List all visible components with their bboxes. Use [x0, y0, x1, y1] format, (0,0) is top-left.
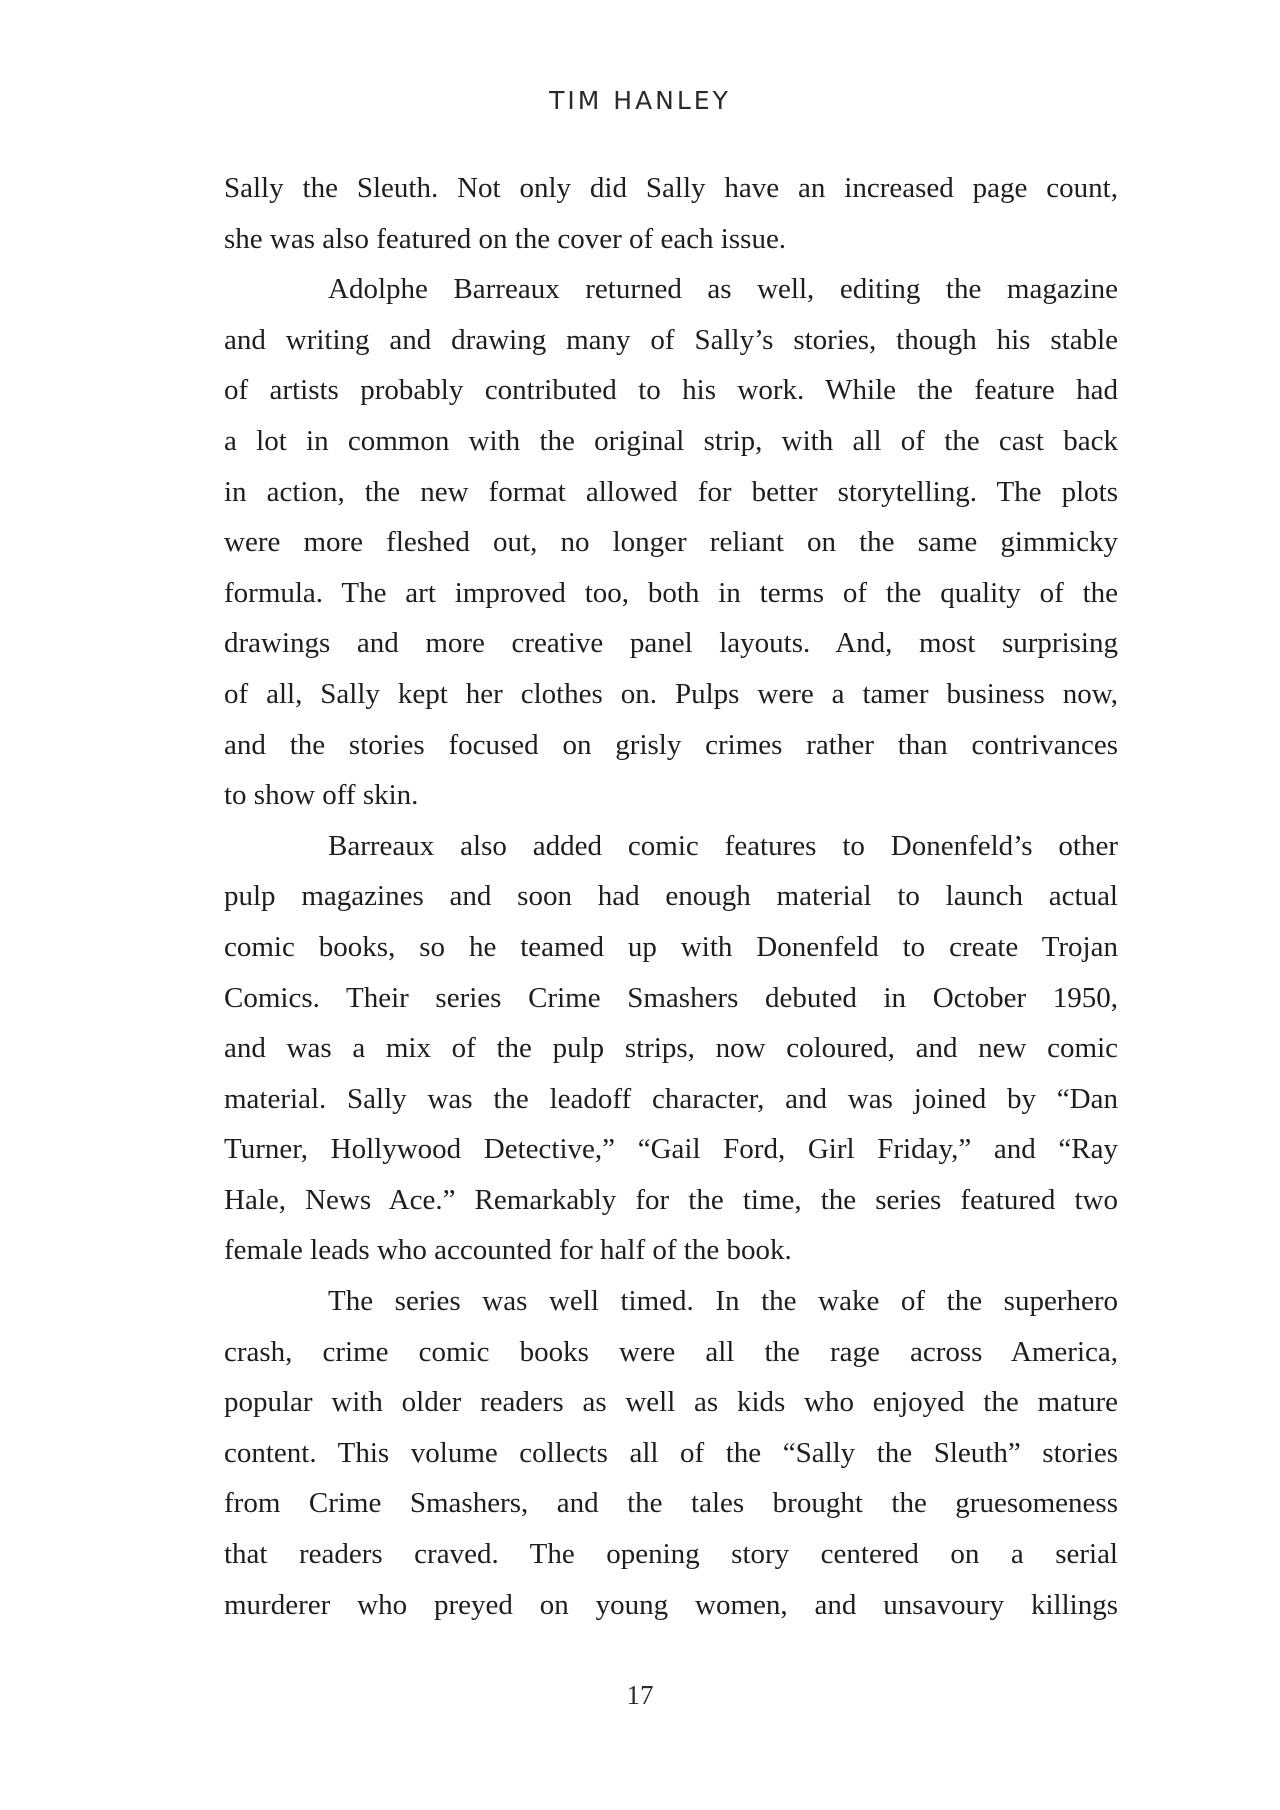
text-line: were more fleshed out, no longer reliant on the same gimmicky: [224, 526, 1118, 559]
text-line: crash, crime comic books were all the rage across America,: [224, 1335, 1118, 1368]
text-line: material. Sally was the leadoff character, and was joined by “Dan: [224, 1082, 1118, 1115]
text-line: and the stories focused on grisly crimes rather than contrivances: [224, 728, 1118, 761]
text-line: of all, Sally kept her clothes on. Pulps were a tamer business now,: [224, 677, 1118, 710]
text-line: Comics. Their series Crime Smashers debuted in October 1950,: [224, 981, 1118, 1014]
text-line: that readers craved. The opening story centered on a serial: [224, 1538, 1118, 1571]
text-line: pulp magazines and soon had enough material to launch actual: [224, 880, 1118, 913]
text-line: and writing and drawing many of Sally’s stories, though his stable: [224, 323, 1118, 356]
text-line: Turner, Hollywood Detective,” “Gail Ford, Girl Friday,” and “Ray: [224, 1133, 1118, 1166]
text-line: Hale, News Ace.” Remarkably for the time, the series featured two: [224, 1183, 1118, 1216]
paragraph-1: [224, 163, 1118, 264]
text-line: she was also featured on the cover of each issue.: [224, 222, 787, 255]
text-line: female leads who accounted for half of the book.: [224, 1234, 792, 1267]
text-line: and was a mix of the pulp strips, now coloured, and new comic: [224, 1032, 1118, 1065]
body-text: [224, 163, 1118, 1630]
paragraph-3: [224, 821, 1118, 1276]
paragraph-4: [224, 1276, 1118, 1630]
page-number: 17: [626, 1680, 654, 1710]
text-line: drawings and more creative panel layouts. And, most surprising: [224, 627, 1118, 660]
text-line: comic books, so he teamed up with Donenfeld to create Trojan: [224, 930, 1118, 963]
text-line: popular with older readers as well as kids who enjoyed the mature: [224, 1386, 1118, 1419]
text-line: in action, the new format allowed for better storytelling. The plots: [224, 475, 1118, 508]
text-line: murderer who preyed on young women, and unsavoury killings: [224, 1588, 1118, 1621]
text-line: content. This volume collects all of the “Sally the Sleuth” stories: [224, 1436, 1118, 1469]
text-line: Adolphe Barreaux returned as well, editing the magazine: [328, 273, 1118, 306]
text-line: Sally the Sleuth. Not only did Sally have an increased page count,: [224, 172, 1118, 204]
text-line: a lot in common with the original strip, with all of the cast back: [224, 424, 1118, 457]
text-line: The series was well timed. In the wake of the superhero: [328, 1285, 1118, 1318]
text-line: to show off skin.: [224, 779, 419, 812]
text-line: from Crime Smashers, and the tales brought the gruesomeness: [224, 1487, 1118, 1520]
text-line: formula. The art improved too, both in terms of the quality of the: [224, 576, 1118, 609]
running-head: TIM HANLEY: [549, 86, 731, 115]
text-line: Barreaux also added comic features to Donenfeld’s other: [328, 829, 1118, 862]
text-line: of artists probably contributed to his work. While the feature had: [224, 374, 1118, 407]
paragraph-2: [224, 264, 1118, 821]
